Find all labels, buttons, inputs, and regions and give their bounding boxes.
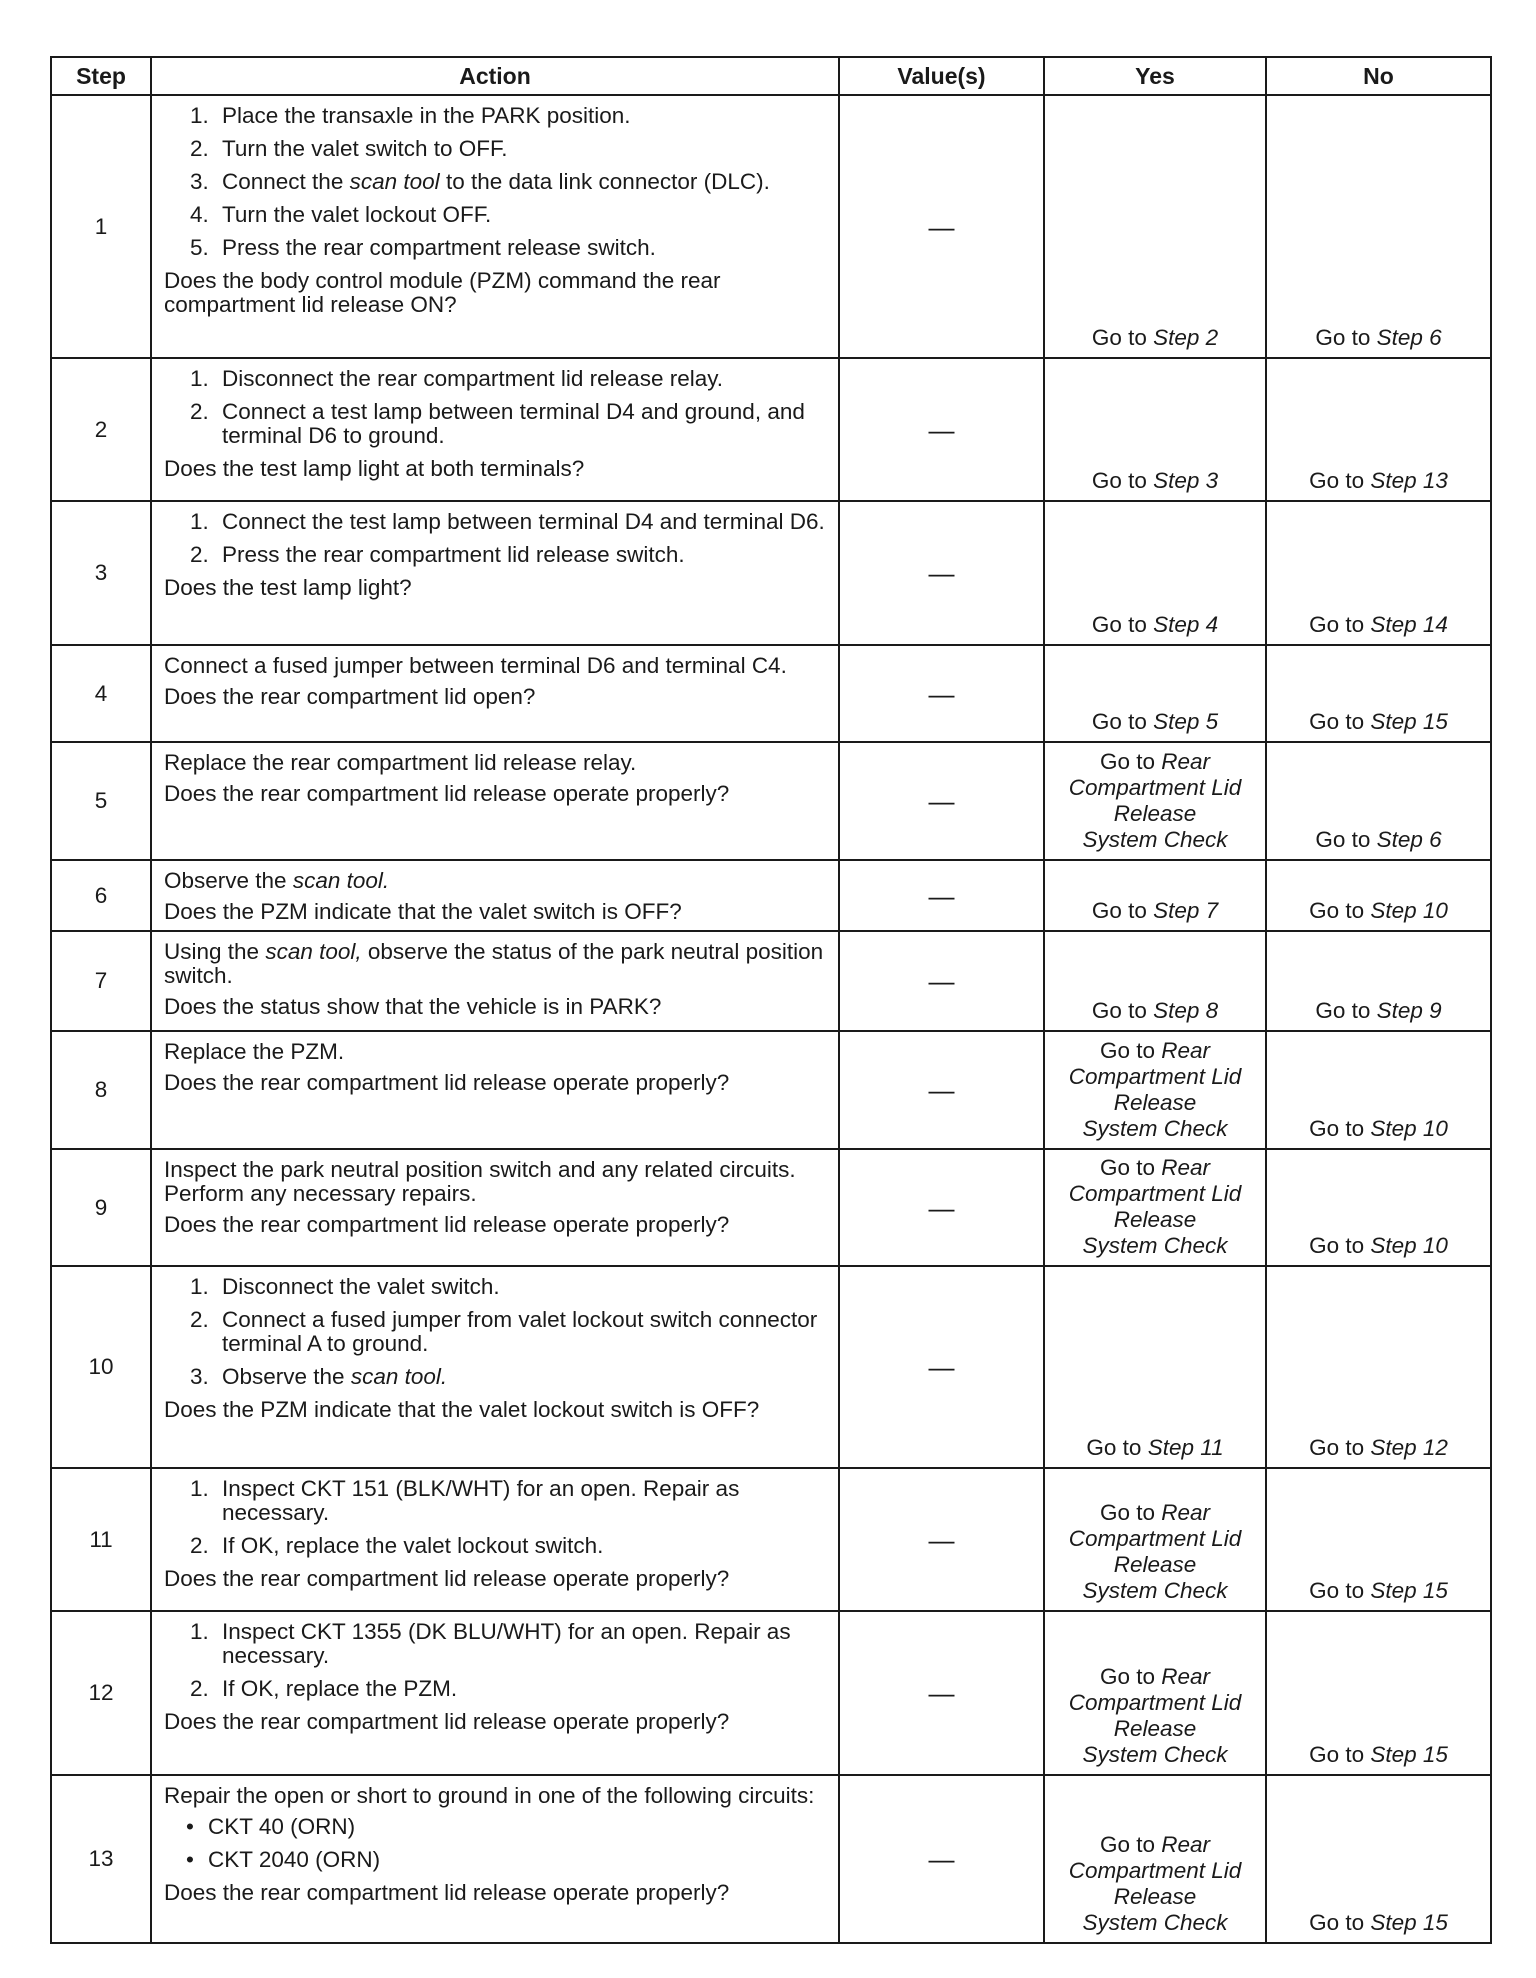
list-item: 3. Connect the scan tool to the data link connector (DLC). bbox=[190, 169, 770, 194]
action-question: Does the body control module (PZM) command the rear compartment lid release ON? bbox=[164, 268, 721, 317]
action-question: Does the test lamp light at both terminals? bbox=[164, 456, 585, 481]
list-item: 2. Connect a fused jumper from valet lockout switch connector terminal A to ground. bbox=[190, 1307, 818, 1356]
table-row bbox=[51, 1775, 1491, 1943]
step-number: 12 bbox=[51, 1611, 151, 1775]
list-item: 1. Inspect CKT 151 (BLK/WHT) for an open. Repair as necessary. bbox=[190, 1476, 740, 1525]
yes-cell: Go to Rear Compartment Lid Release System Check bbox=[1044, 1775, 1266, 1943]
yes-cell: Go to Rear Compartment Lid Release System Check bbox=[1044, 742, 1266, 860]
yes-cell: Go to Rear Compartment Lid Release System Check bbox=[1044, 1611, 1266, 1775]
yes-cell: Go to Step 11 bbox=[1044, 1266, 1266, 1468]
header-values: Value(s) bbox=[839, 57, 1044, 95]
header-step: Step bbox=[51, 57, 151, 95]
action-question: Does the rear compartment lid release operate properly? bbox=[164, 1566, 730, 1591]
action-question: Does the rear compartment lid release operate properly? bbox=[164, 1212, 730, 1237]
no-cell: Go to Step 10 bbox=[1266, 1031, 1491, 1149]
action-cell bbox=[151, 1468, 839, 1611]
table-row bbox=[51, 1149, 1491, 1266]
yes-cell: Go to Step 8 bbox=[1044, 931, 1266, 1031]
header-no: No bbox=[1266, 57, 1491, 95]
value-cell: — bbox=[839, 1775, 1044, 1943]
list-item: 1. Disconnect the valet switch. bbox=[190, 1274, 500, 1299]
list-item: 5. Press the rear compartment release switch. bbox=[190, 235, 656, 260]
action-cell bbox=[151, 1266, 839, 1468]
step-number: 10 bbox=[51, 1266, 151, 1468]
action-cell: Inspect the park neutral position switch and any related circuits. Perform any necessary repairs. Does the rear compartment lid release operate properly? bbox=[151, 1149, 839, 1266]
action-cell: Replace the PZM. Does the rear compartment lid release operate properly? bbox=[151, 1031, 839, 1149]
header-row bbox=[51, 57, 1491, 95]
no-cell: Go to Step 10 bbox=[1266, 1149, 1491, 1266]
step-number: 9 bbox=[51, 1149, 151, 1266]
table-row bbox=[51, 742, 1491, 860]
step-number: 13 bbox=[51, 1775, 151, 1943]
value-cell: — bbox=[839, 501, 1044, 645]
list-item: 2. If OK, replace the PZM. bbox=[190, 1676, 458, 1701]
action-question: Does the PZM indicate that the valet lockout switch is OFF? bbox=[164, 1397, 760, 1422]
list-item: 4. Turn the valet lockout OFF. bbox=[190, 202, 492, 227]
list-item: 1. Connect the test lamp between terminal D4 and terminal D6. bbox=[190, 509, 825, 534]
value-cell: — bbox=[839, 645, 1044, 742]
no-cell: Go to Step 6 bbox=[1266, 95, 1491, 358]
action-cell bbox=[151, 95, 839, 358]
value-cell: — bbox=[839, 742, 1044, 860]
no-cell: Go to Step 15 bbox=[1266, 645, 1491, 742]
no-cell: Go to Step 9 bbox=[1266, 931, 1491, 1031]
no-cell: Go to Step 10 bbox=[1266, 860, 1491, 931]
list-item: 3. Observe the scan tool. bbox=[190, 1364, 448, 1389]
action-cell bbox=[151, 501, 839, 645]
action-question: Does the rear compartment lid release operate properly? bbox=[164, 781, 730, 806]
step-number: 11 bbox=[51, 1468, 151, 1611]
table-row bbox=[51, 860, 1491, 931]
step-number: 4 bbox=[51, 645, 151, 742]
yes-cell: Go to Step 5 bbox=[1044, 645, 1266, 742]
no-cell: Go to Step 6 bbox=[1266, 742, 1491, 860]
action-cell bbox=[151, 358, 839, 501]
header-yes: Yes bbox=[1044, 57, 1266, 95]
action-cell: Repair the open or short to ground in one of the following circuits: • CKT 40 (ORN) • CKT 2040 (ORN) Does the rear compartment lid release operate properly? bbox=[151, 1775, 839, 1943]
action-question: Does the PZM indicate that the valet switch is OFF? bbox=[164, 899, 682, 924]
yes-cell: Go to Step 2 bbox=[1044, 95, 1266, 358]
table-row bbox=[51, 501, 1491, 645]
value-cell: — bbox=[839, 358, 1044, 501]
no-cell: Go to Step 15 bbox=[1266, 1468, 1491, 1611]
action-question: Does the rear compartment lid release operate properly? bbox=[164, 1709, 730, 1734]
list-item: 2. Press the rear compartment lid release switch. bbox=[190, 542, 685, 567]
table-row bbox=[51, 358, 1491, 501]
action-question: Does the rear compartment lid release operate properly? bbox=[164, 1070, 730, 1095]
value-cell: — bbox=[839, 95, 1044, 358]
list-item: 1. Place the transaxle in the PARK position. bbox=[190, 103, 631, 128]
value-cell: — bbox=[839, 860, 1044, 931]
step-number: 8 bbox=[51, 1031, 151, 1149]
action-question: Does the rear compartment lid open? bbox=[164, 684, 536, 709]
value-cell: — bbox=[839, 1031, 1044, 1149]
yes-cell: Go to Step 3 bbox=[1044, 358, 1266, 501]
action-question: Does the status show that the vehicle is in PARK? bbox=[164, 994, 662, 1019]
yes-cell: Go to Step 4 bbox=[1044, 501, 1266, 645]
action-list bbox=[164, 104, 826, 260]
yes-cell: Go to Rear Compartment Lid Release System Check bbox=[1044, 1149, 1266, 1266]
table-row bbox=[51, 1266, 1491, 1468]
action-question: Does the rear compartment lid release operate properly? bbox=[164, 1880, 730, 1905]
no-cell: Go to Step 14 bbox=[1266, 501, 1491, 645]
table-row bbox=[51, 1468, 1491, 1611]
yes-cell: Go to Rear Compartment Lid Release System Check bbox=[1044, 1468, 1266, 1611]
step-number: 5 bbox=[51, 742, 151, 860]
table-row bbox=[51, 95, 1491, 358]
step-number: 1 bbox=[51, 95, 151, 358]
value-cell: — bbox=[839, 1149, 1044, 1266]
step-number: 2 bbox=[51, 358, 151, 501]
step-number: 6 bbox=[51, 860, 151, 931]
value-cell: — bbox=[839, 931, 1044, 1031]
action-cell bbox=[151, 1611, 839, 1775]
action-cell: Using the scan tool, observe the status of the park neutral position switch. Does the status show that the vehicle is in PARK? bbox=[151, 931, 839, 1031]
no-cell: Go to Step 13 bbox=[1266, 358, 1491, 501]
no-cell: Go to Step 15 bbox=[1266, 1775, 1491, 1943]
step-number: 7 bbox=[51, 931, 151, 1031]
action-question: Does the test lamp light? bbox=[164, 575, 412, 600]
diagnostic-table bbox=[50, 56, 1492, 1944]
action-cell: Replace the rear compartment lid release relay. Does the rear compartment lid release operate properly? bbox=[151, 742, 839, 860]
yes-cell: Go to Rear Compartment Lid Release System Check bbox=[1044, 1031, 1266, 1149]
list-item: 2. Turn the valet switch to OFF. bbox=[190, 136, 508, 161]
table-row bbox=[51, 931, 1491, 1031]
value-cell: — bbox=[839, 1611, 1044, 1775]
value-cell: — bbox=[839, 1266, 1044, 1468]
action-cell: Observe the scan tool. Does the PZM indicate that the valet switch is OFF? bbox=[151, 860, 839, 931]
list-item: 1. Disconnect the rear compartment lid release relay. bbox=[190, 366, 724, 391]
list-item: 1. Inspect CKT 1355 (DK BLU/WHT) for an open. Repair as necessary. bbox=[190, 1619, 791, 1668]
list-item: • CKT 2040 (ORN) bbox=[186, 1847, 381, 1872]
list-item: 2. Connect a test lamp between terminal D4 and ground, and terminal D6 to ground. bbox=[190, 399, 805, 448]
no-cell: Go to Step 12 bbox=[1266, 1266, 1491, 1468]
list-item: • CKT 40 (ORN) bbox=[186, 1814, 356, 1839]
step-number: 3 bbox=[51, 501, 151, 645]
table-row bbox=[51, 645, 1491, 742]
table-row bbox=[51, 1031, 1491, 1149]
no-cell: Go to Step 15 bbox=[1266, 1611, 1491, 1775]
value-cell: — bbox=[839, 1468, 1044, 1611]
action-cell: Connect a fused jumper between terminal D6 and terminal C4. Does the rear compartment lid open? bbox=[151, 645, 839, 742]
yes-cell: Go to Step 7 bbox=[1044, 860, 1266, 931]
table-row bbox=[51, 1611, 1491, 1775]
diagnostic-table-sheet bbox=[50, 56, 1490, 1944]
header-action: Action bbox=[151, 57, 839, 95]
list-item: 2. If OK, replace the valet lockout switch. bbox=[190, 1533, 604, 1558]
